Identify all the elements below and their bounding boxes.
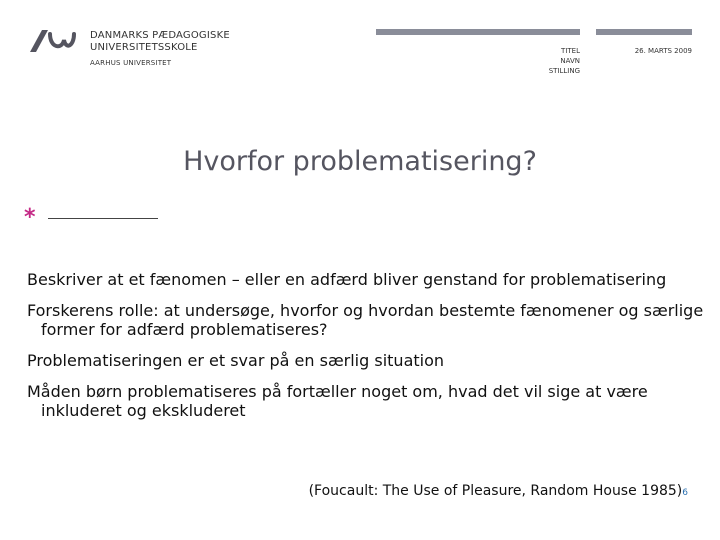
citation	[309, 482, 688, 502]
institution-name-line1: DANMARKS PÆDAGOGISKE	[90, 30, 230, 41]
title-divider	[48, 218, 158, 219]
header-bar-right	[596, 29, 692, 35]
bullet-item: Måden børn problematiseres på fortæller noget om, hvad det vil sige at være inkluderet og ekskluderet	[27, 382, 648, 420]
meta-block	[500, 46, 580, 76]
meta-position: STILLING	[548, 67, 580, 75]
bullet-list	[27, 270, 707, 432]
bullet-item: Problematiseringen er et svar på en særlig situation	[27, 351, 445, 370]
asterisk-icon: *	[24, 205, 36, 230]
slide-title: Hvorfor problematisering?	[183, 146, 537, 177]
bullet-item: Beskriver at et fænomen – eller en adfærd bliver genstand for problematisering	[27, 270, 667, 289]
meta-name: NAVN	[560, 57, 580, 65]
institution-block	[90, 30, 230, 68]
slide-date: 26. MARTS 2009	[634, 47, 692, 55]
university-name: AARHUS UNIVERSITET	[90, 59, 172, 67]
page-number: 6	[682, 488, 688, 498]
institution-name-line2: UNIVERSITETSSKOLE	[90, 42, 198, 53]
citation-text: (Foucault: The Use of Pleasure, Random House 1985)	[308, 483, 683, 499]
header-bar-left	[376, 29, 580, 35]
bullet-item: Forskerens rolle: at undersøge, hvorfor og hvordan bestemte fænomener og særlige former for adfærd problematiseres?	[27, 301, 704, 339]
meta-title: TITEL	[561, 47, 580, 55]
au-logo-icon	[28, 26, 76, 54]
